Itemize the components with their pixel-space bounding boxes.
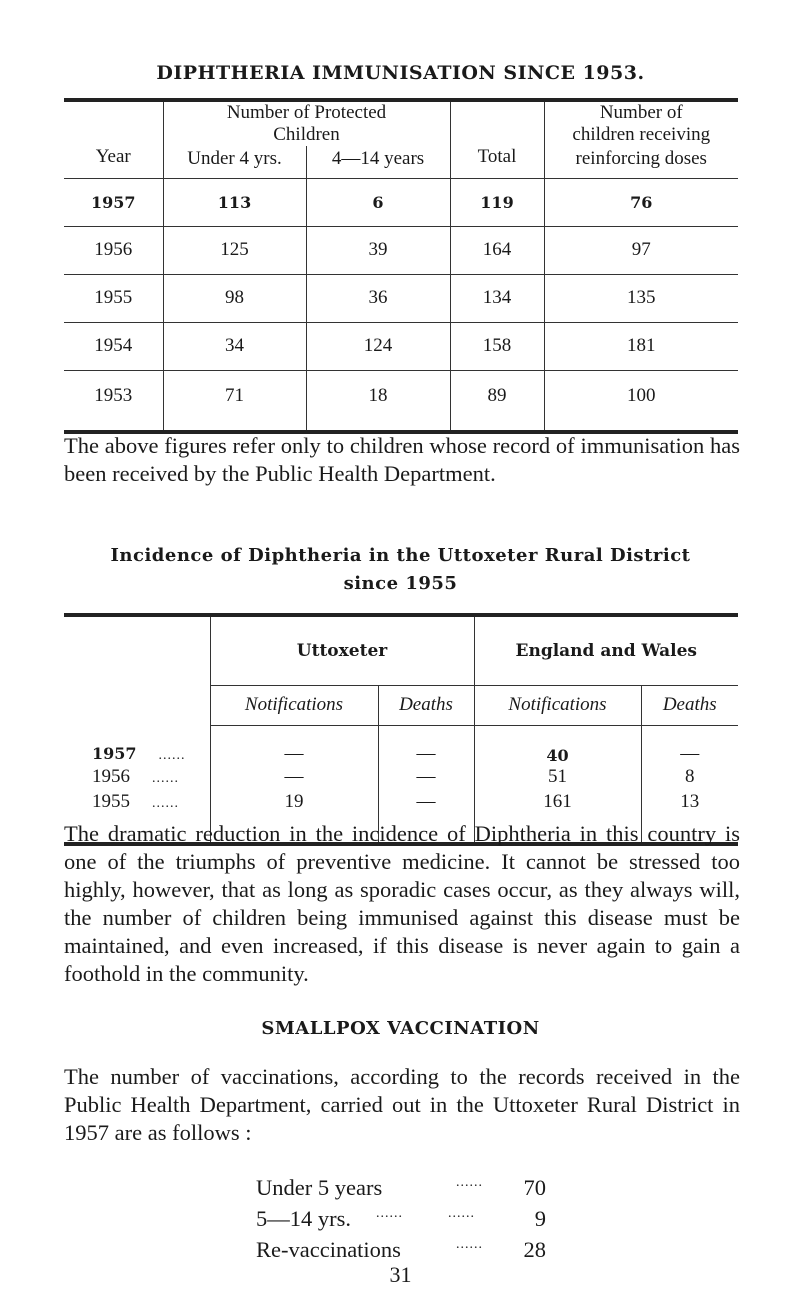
cell-reinf: 135	[544, 274, 738, 322]
cell-reinf: 97	[544, 226, 738, 274]
header-year: Year	[64, 100, 163, 178]
cell-year: 1954	[64, 322, 163, 370]
cell-age4_14: 36	[306, 274, 450, 322]
leader-dots: ......	[456, 1175, 483, 1190]
vaccination-row	[256, 1237, 546, 1263]
header-under4: Under 4 yrs.	[187, 148, 282, 169]
cell-e_not: 51	[474, 765, 641, 789]
cell-year: 1953	[64, 370, 163, 432]
england-wales-header: England and Wales	[474, 615, 738, 685]
cell-age4_14: 124	[306, 322, 450, 370]
cell-e_dea: 8	[641, 765, 738, 789]
leader-dots: ......	[152, 771, 179, 786]
leader-dots: ......	[456, 1237, 483, 1252]
vaccination-label: 5—14 yrs.	[256, 1206, 351, 1231]
table-row	[64, 178, 738, 226]
cell-e_dea: —	[641, 725, 738, 765]
page-number: 31	[389, 1262, 412, 1287]
vaccination-row	[256, 1206, 546, 1232]
cell-e_not: 40	[474, 725, 641, 765]
header-reinforcing-1: Number of	[599, 102, 683, 123]
vaccination-label: Under 5 years	[256, 1175, 383, 1200]
vaccination-row	[256, 1175, 546, 1201]
table-row	[64, 274, 738, 322]
year-label: 1957	[92, 744, 137, 763]
year-header-blank	[64, 615, 210, 725]
incidence-table	[64, 613, 738, 846]
vaccination-value: 9	[534, 1206, 546, 1231]
uttoxeter-notifications-header: Notifications	[210, 685, 378, 725]
cell-year: 1957	[64, 178, 163, 226]
cell-under4: 98	[163, 274, 306, 322]
cell-u_not: 19	[210, 789, 378, 844]
header-reinforcing-3: reinforcing doses	[575, 148, 707, 169]
header-reinforcing-2: children receiving	[572, 124, 711, 145]
cell-year: 1956	[64, 226, 163, 274]
vaccination-value: 70	[523, 1175, 546, 1200]
header-4-14: 4—14 years	[306, 146, 450, 178]
incidence-title: Incidence of Diphtheria in the Uttoxeter Rural District	[110, 545, 691, 566]
cell-u_dea: —	[378, 765, 474, 789]
cell-year	[64, 765, 210, 789]
incidence-subtitle: since 1955	[343, 573, 458, 594]
cell-total: 119	[450, 178, 544, 226]
cell-age4_14: 6	[306, 178, 450, 226]
table-row	[64, 725, 738, 765]
cell-total: 158	[450, 322, 544, 370]
cell-under4: 71	[163, 370, 306, 432]
leader-dots: ......	[158, 748, 186, 763]
table-row	[64, 226, 738, 274]
cell-reinf: 76	[544, 178, 738, 226]
cell-year: 1955	[64, 274, 163, 322]
smallpox-title: SMALLPOX VACCINATION	[261, 1018, 540, 1039]
cell-e_dea: 13	[641, 789, 738, 844]
cell-age4_14: 39	[306, 226, 450, 274]
table-row	[64, 370, 738, 432]
uttoxeter-header: Uttoxeter	[210, 615, 474, 685]
header-total: Total	[450, 100, 544, 178]
page-title: DIPHTHERIA IMMUNISATION SINCE 1953.	[156, 62, 645, 84]
cell-e_not: 161	[474, 789, 641, 844]
cell-year	[64, 725, 210, 765]
year-label: 1955	[92, 791, 130, 812]
cell-u_dea: —	[378, 725, 474, 765]
header-protected: Number of Protected	[226, 102, 387, 123]
note-paragraph: The above figures refer only to children whose record of immunisation has been received by the Public Health Department.	[64, 433, 740, 486]
cell-total: 89	[450, 370, 544, 432]
immunisation-table	[64, 98, 738, 434]
vaccination-value: 28	[523, 1237, 546, 1262]
header-children: Children	[273, 124, 340, 145]
table-row	[64, 765, 738, 789]
cell-under4: 125	[163, 226, 306, 274]
cell-u_dea: —	[378, 789, 474, 844]
cell-age4_14: 18	[306, 370, 450, 432]
england-notifications-header: Notifications	[474, 685, 641, 725]
vaccination-paragraph: The number of vaccinations, according to the records received in the Public Health Department, carried out in the Uttoxeter Rural District in 1957 are as follows :	[64, 1064, 740, 1145]
year-label: 1956	[92, 766, 130, 787]
cell-reinf: 181	[544, 322, 738, 370]
cell-reinf: 100	[544, 370, 738, 432]
england-deaths-header: Deaths	[641, 685, 738, 725]
cell-total: 164	[450, 226, 544, 274]
cell-u_not: —	[210, 765, 378, 789]
leader-dots: ...... ......	[376, 1206, 475, 1221]
cell-u_not: —	[210, 725, 378, 765]
cell-under4: 113	[163, 178, 306, 226]
cell-under4: 34	[163, 322, 306, 370]
diphtheria-paragraph: The dramatic reduction in the incidence of Diphtheria in this country is one of the triumphs of preventive medicine. It cannot be stressed too highly, however, that as long as sporadic cases occur, as they always will, the number of children being immunised against this disease must be maintained, and even increased, if this disease is never again to gain a foothold in the community.	[64, 821, 740, 986]
vaccination-label: Re-vaccinations	[256, 1237, 401, 1262]
leader-dots: ......	[152, 796, 179, 811]
uttoxeter-deaths-header: Deaths	[378, 685, 474, 725]
cell-total: 134	[450, 274, 544, 322]
table-row	[64, 322, 738, 370]
